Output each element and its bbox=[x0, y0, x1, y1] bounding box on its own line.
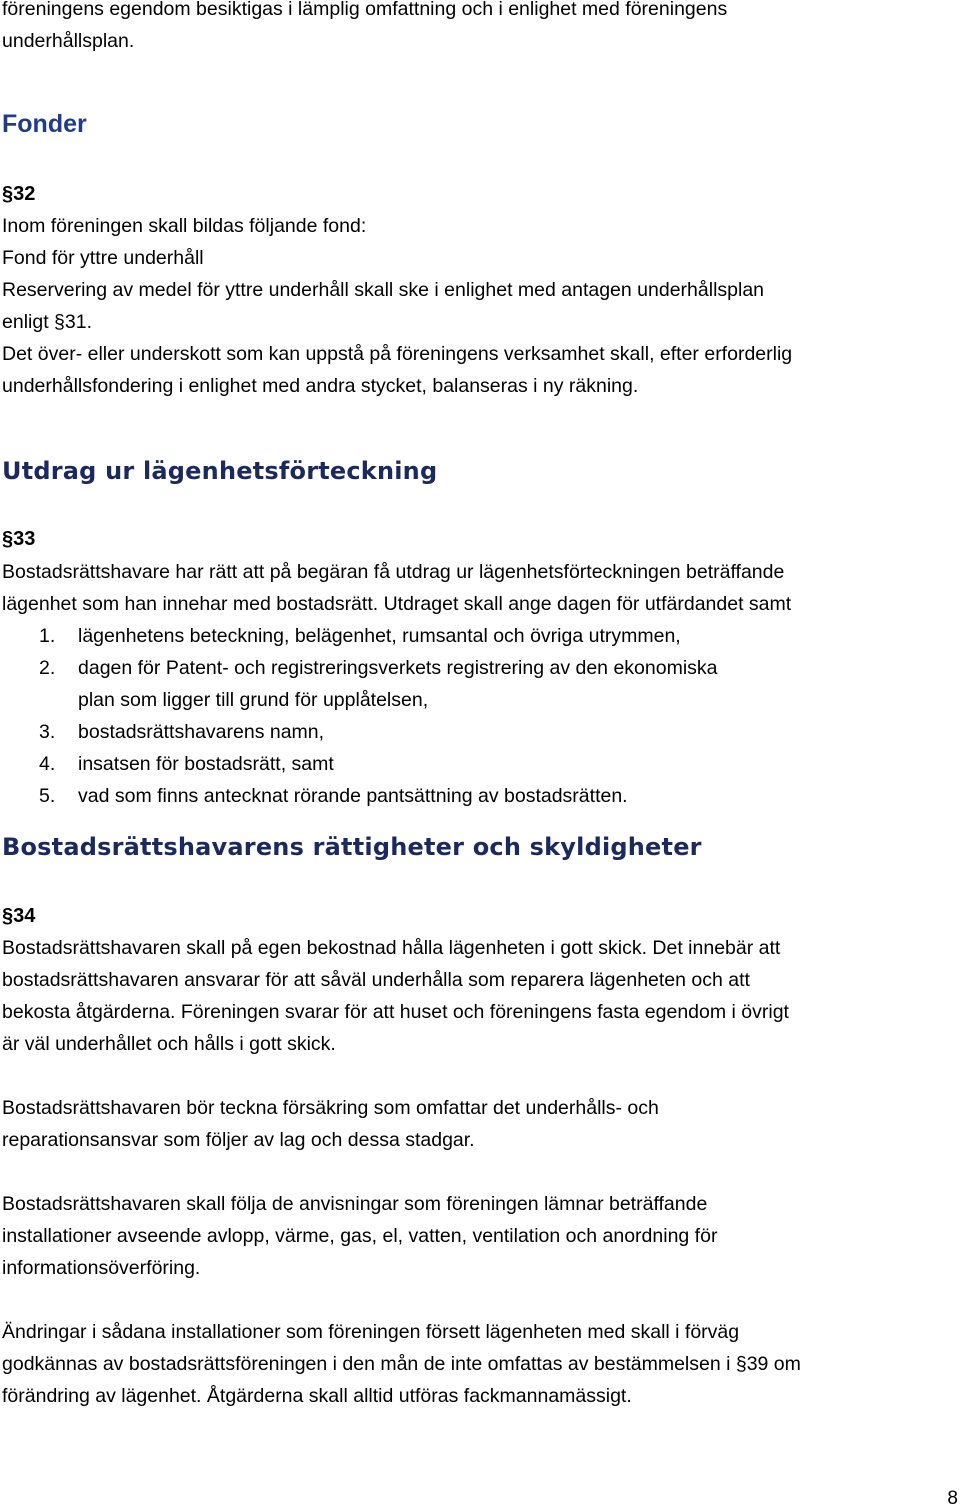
fonder-line-2: Fond för yttre underhåll bbox=[2, 247, 204, 269]
list-text: lägenhetens beteckning, belägenhet, rumsantal och övriga utrymmen, bbox=[78, 625, 681, 647]
paragraph-3-line-1: Bostadsrättshavaren skall följa de anvisningar som föreningen lämnar beträffande bbox=[2, 1193, 708, 1215]
fonder-line-5: Det över- eller underskott som kan uppstå på föreningens verksamhet skall, efter erforderlig bbox=[2, 343, 793, 365]
section-number-33: §33 bbox=[2, 528, 36, 550]
paragraph-1-line-4: är väl underhållet och hålls i gott skick. bbox=[2, 1033, 336, 1055]
fonder-line-6: underhållsfondering i enlighet med andra stycket, balanseras i ny räkning. bbox=[2, 375, 639, 397]
page-number: 8 bbox=[947, 1488, 958, 1509]
intro-line-2: underhållsplan. bbox=[2, 30, 135, 52]
section-number-32: §32 bbox=[2, 183, 36, 205]
section-number-34: §34 bbox=[2, 905, 36, 927]
list-text: dagen för Patent- och registreringsverkets registrering av den ekonomiska bbox=[78, 657, 718, 679]
paragraph-1-line-3: bekosta åtgärderna. Föreningen svarar för att huset och föreningens fasta egendom i övrigt bbox=[2, 1001, 789, 1023]
paragraph-4-line-3: förändring av lägenhet. Åtgärderna skall alltid utföras fackmannamässigt. bbox=[2, 1385, 632, 1407]
paragraph-3-line-3: informationsöverföring. bbox=[2, 1257, 201, 1279]
list-text: insatsen för bostadsrätt, samt bbox=[78, 753, 334, 775]
list-text: vad som finns antecknat rörande pantsättning av bostadsrätten. bbox=[78, 785, 628, 807]
list-number: 3. bbox=[39, 721, 56, 743]
utdrag-line-2: lägenhet som han innehar med bostadsrätt. Utdraget skall ange dagen för utfärdandet samt bbox=[2, 593, 792, 615]
list-number: 4. bbox=[39, 753, 56, 775]
list-text: bostadsrättshavarens namn, bbox=[78, 721, 325, 743]
heading-utdrag: Utdrag ur lägenhetsförteckning bbox=[2, 457, 438, 485]
list-number: 5. bbox=[39, 785, 56, 807]
intro-line-1: föreningens egendom besiktigas i lämplig omfattning och i enlighet med föreningens bbox=[2, 0, 728, 20]
paragraph-1-line-1: Bostadsrättshavaren skall på egen bekostnad hålla lägenheten i gott skick. Det innebär att bbox=[2, 937, 781, 959]
paragraph-2-line-2: reparationsansvar som följer av lag och dessa stadgar. bbox=[2, 1129, 475, 1151]
fonder-line-1: Inom föreningen skall bildas följande fond: bbox=[2, 215, 367, 237]
list-number: 1. bbox=[39, 625, 56, 647]
list-number: 2. bbox=[39, 657, 56, 679]
paragraph-4-line-1: Ändringar i sådana installationer som föreningen försett lägenheten med skall i förväg bbox=[2, 1321, 740, 1343]
list-text: plan som ligger till grund för upplåtelsen, bbox=[78, 689, 429, 711]
heading-fonder: Fonder bbox=[2, 110, 87, 138]
utdrag-line-1: Bostadsrättshavare har rätt att på begäran få utdrag ur lägenhetsförteckningen beträffande bbox=[2, 561, 785, 583]
fonder-line-4: enligt §31. bbox=[2, 311, 92, 333]
paragraph-1-line-2: bostadsrättshavaren ansvarar för att såväl underhålla som reparera lägenheten och att bbox=[2, 969, 750, 991]
paragraph-2-line-1: Bostadsrättshavaren bör teckna försäkring som omfattar det underhålls- och bbox=[2, 1097, 659, 1119]
paragraph-4-line-2: godkännas av bostadsrättsföreningen i den mån de inte omfattas av bestämmelsen i §39 om bbox=[2, 1353, 801, 1375]
heading-rattigheter: Bostadsrättshavarens rättigheter och skyldigheter bbox=[2, 833, 702, 861]
paragraph-3-line-2: installationer avseende avlopp, värme, gas, el, vatten, ventilation och anordning för bbox=[2, 1225, 718, 1247]
fonder-line-3: Reservering av medel för yttre underhåll skall ske i enlighet med antagen underhållsplan bbox=[2, 279, 765, 301]
